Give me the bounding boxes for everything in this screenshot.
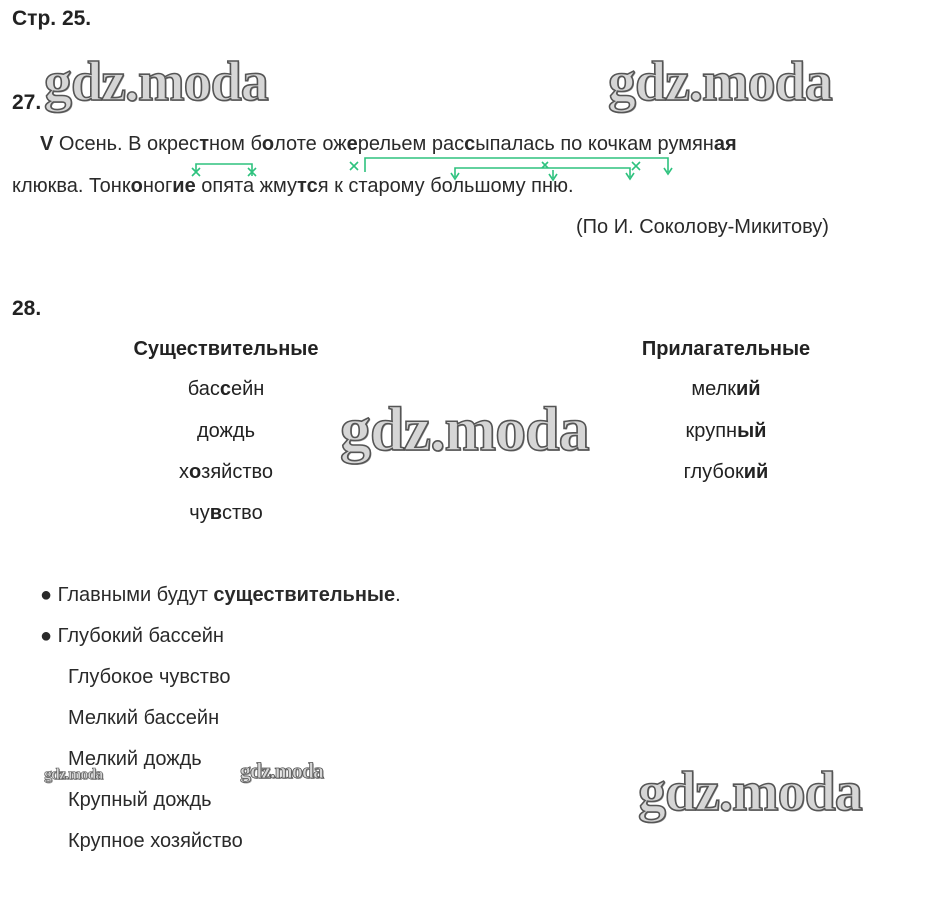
- bullet-icon: ●: [40, 625, 53, 647]
- text-fragment: ыпалась по кочкам румян: [475, 133, 714, 155]
- noun-item: [116, 378, 336, 401]
- bullet-icon: ●: [40, 584, 53, 606]
- text-fragment: клюква. Тонк: [12, 175, 131, 197]
- watermark: gdz.moda: [638, 761, 862, 823]
- watermark: gdz.moda: [44, 766, 103, 783]
- phrase-item: Мелкий дождь: [68, 748, 202, 770]
- highlighted-letter: о: [261, 133, 275, 155]
- text-fragment: бас: [187, 378, 220, 400]
- adjectives-column-title: Прилагательные: [641, 338, 811, 360]
- adjective-item: [616, 378, 836, 401]
- text-fragment: Главными будут: [57, 584, 214, 606]
- phrase-item: Крупное хозяйство: [68, 830, 243, 852]
- text-fragment: .: [395, 584, 401, 606]
- highlighted-ending: ие: [172, 175, 196, 197]
- marker-v: V: [40, 133, 54, 155]
- text-fragment: Осень. В окрес: [58, 133, 200, 155]
- adjective-item: [616, 461, 836, 484]
- highlighted-ending: ая: [713, 133, 737, 155]
- text-fragment: ейн: [230, 378, 265, 400]
- text-fragment: рельем рас: [357, 133, 465, 155]
- phrase-item: Глубокое чувство: [68, 666, 231, 688]
- highlighted-letters: тс: [297, 175, 318, 197]
- phrase-item: Мелкий бассейн: [68, 707, 220, 729]
- text-fragment: чу: [189, 502, 210, 524]
- text-fragment: опята жму: [195, 175, 298, 197]
- highlighted-letter: е: [346, 133, 358, 155]
- text-fragment: я к старому большому пню.: [317, 175, 574, 197]
- text-fragment: лоте ож: [274, 133, 347, 155]
- text-fragment: зяйство: [201, 461, 274, 483]
- highlighted-ending: ий: [743, 461, 769, 483]
- adjective-item: [616, 420, 836, 443]
- noun-item: [116, 502, 336, 525]
- attribution: (По И. Соколову-Микитову): [576, 216, 829, 238]
- text-fragment: ног: [142, 175, 173, 197]
- highlighted-letter: о: [130, 175, 143, 197]
- noun-item: [116, 420, 336, 443]
- highlighted-letter: в: [209, 502, 223, 524]
- text-fragment: ство: [222, 502, 263, 524]
- text-fragment: крупн: [685, 420, 738, 442]
- watermark: gdz.moda: [240, 758, 324, 783]
- task-28-number: 28.: [12, 297, 42, 320]
- highlighted-ending: ый: [737, 420, 767, 442]
- text-fragment: мелк: [691, 378, 737, 400]
- highlighted-letter: т: [199, 133, 209, 155]
- watermark: gdz.moda: [44, 51, 268, 113]
- noun-item: [116, 461, 336, 484]
- phrase-item: Глубокий бассейн: [57, 625, 224, 647]
- nouns-column-title: Существительные: [133, 338, 319, 360]
- page-label: Стр. 25.: [12, 7, 92, 30]
- text-fragment: глубок: [683, 461, 744, 483]
- task-27-line-2: [12, 175, 574, 198]
- text-fragment: ном б: [208, 133, 262, 155]
- emphasized-word: существительные: [213, 584, 396, 606]
- text-fragment: х: [178, 461, 189, 483]
- highlighted-letter: с: [464, 133, 476, 155]
- task-27-number: 27.: [12, 91, 42, 114]
- bullet-phrases: [40, 625, 224, 648]
- highlighted-ending: ий: [736, 378, 761, 400]
- watermark: gdz.moda: [608, 51, 832, 113]
- text-fragment: дождь: [196, 420, 256, 442]
- phrase-item: Крупный дождь: [68, 789, 212, 811]
- highlighted-letter: о: [188, 461, 202, 483]
- highlighted-letter: с: [219, 378, 231, 400]
- bullet-main-words: [40, 584, 401, 607]
- watermark: gdz.moda: [340, 396, 589, 464]
